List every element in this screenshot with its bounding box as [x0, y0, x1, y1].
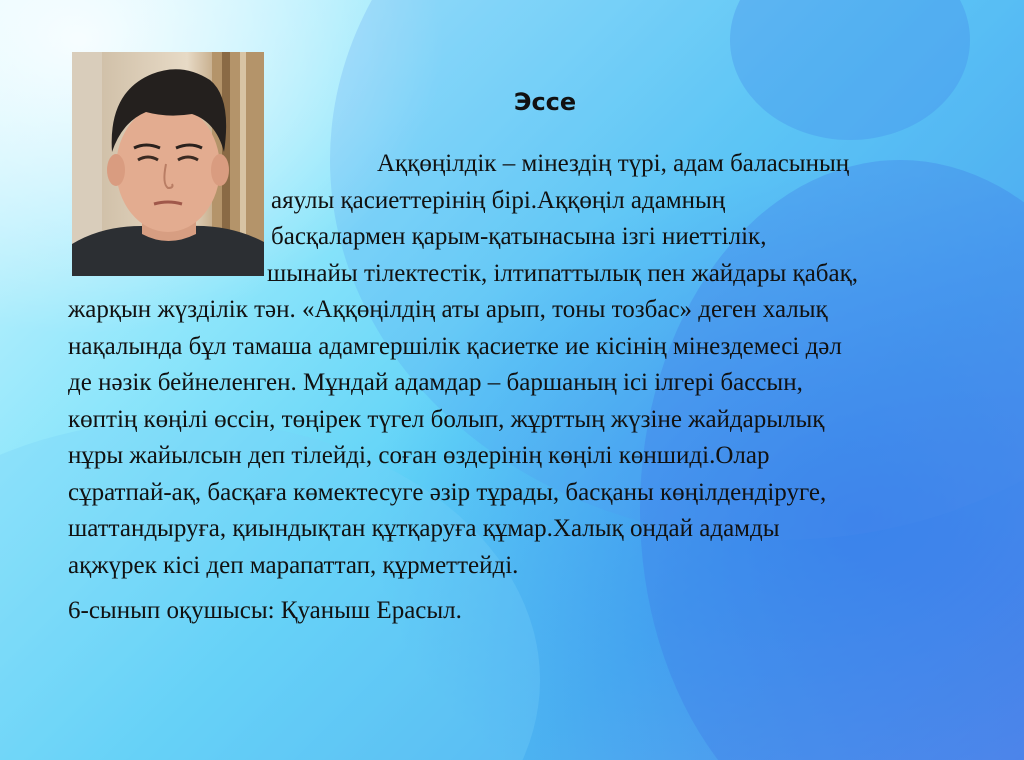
essay-line: жарқын жүзділік тән. «Аққөңілдің аты арып, тоны тозбас» деген халық: [68, 296, 828, 323]
essay-line: шынайы тілектестік, ілтипаттылық пен жайдары қабақ,: [267, 259, 859, 287]
essay-line: сұратпай-ақ, басқаға көмектесуге әзір тұрады, басқаны көңілдендіруге,: [68, 478, 827, 506]
essay-line: көптің көңілі өссін, төңірек түгел болып, жұрттың жүзіне жайдарылық: [68, 405, 825, 433]
essay-text: [68, 146, 948, 584]
author-credit: 6-сынып оқушысы: Қуаныш Ерасыл.: [68, 597, 462, 624]
essay-line: басқалармен қарым-қатынасына ізгі ниеттілік,: [271, 223, 767, 250]
essay-line: аяулы қасиеттерінің бірі.Аққөңіл адамның: [271, 186, 726, 214]
essay-title: Эссе: [513, 88, 577, 116]
essay-line: ақжүрек кісі деп марапаттап, құрметтейді.: [68, 551, 519, 579]
essay-line: нақалында бұл тамаша адамгершілік қасиетке ие кісінің мінездемесі дәл: [68, 332, 842, 360]
essay-line: нұры жайылсын деп тілейді, соған өздерінің көңілі көншиді.Олар: [68, 442, 770, 469]
essay-line: шаттандыруға, қиындықтан құтқаруға құмар.Халық ондай адамды: [68, 515, 780, 542]
essay-line: Аққөңілдік – мінездің түрі, адам баласының: [377, 150, 850, 177]
essay-line: де нәзік бейнеленген. Мұндай адамдар – баршаның ісі ілгері бассын,: [68, 369, 803, 396]
